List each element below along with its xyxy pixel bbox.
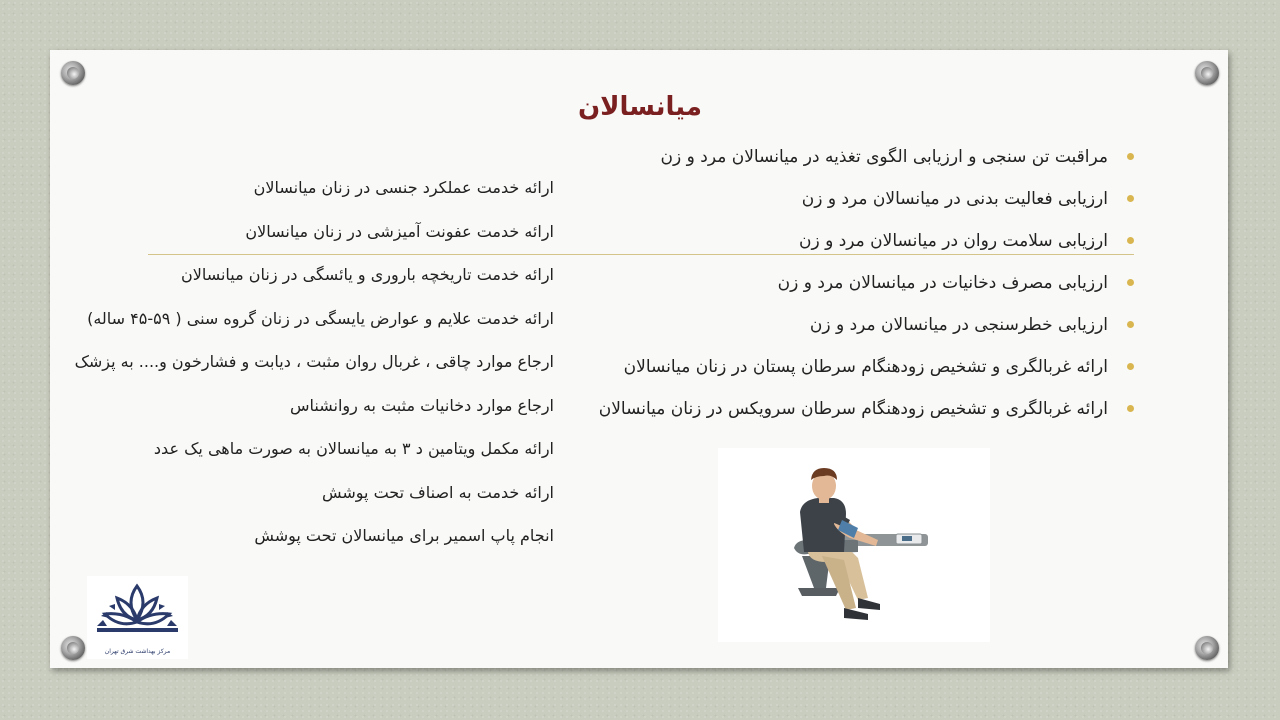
list-item: ارائه خدمت عملکرد جنسی در زنان میانسالان bbox=[253, 178, 554, 197]
list-item: ارائه غربالگری و تشخیص زودهنگام سرطان پستان در زنان میانسالان bbox=[560, 346, 1138, 388]
list-item: ارائه خدمت تاریخچه باروری و یائسگی در زنان میانسالان bbox=[180, 265, 554, 284]
list-item: ارائه خدمت علایم و عوارض یایسگی در زنان گروه سنی ( ۵۹-۴۵ ساله) bbox=[87, 308, 554, 328]
blood-pressure-icon bbox=[718, 448, 990, 642]
list-item: ارزیابی سلامت روان در میانسالان مرد و زن bbox=[560, 220, 1138, 262]
health-center-logo bbox=[87, 576, 188, 659]
rivet-icon-top-left bbox=[61, 61, 85, 85]
list-item: ارجاع موارد دخانیات مثبت به روانشناس bbox=[290, 395, 554, 415]
list-item: انجام پاپ اسمیر برای میانسالان تحت پوشش bbox=[254, 526, 554, 545]
slide-title: میانسالان bbox=[577, 92, 702, 122]
rivet-icon-bottom-right bbox=[1195, 636, 1219, 660]
list-item: ارائه غربالگری و تشخیص زودهنگام سرطان سرویکس در زنان میانسالان bbox=[560, 388, 1138, 430]
list-item: ارزیابی خطرسنجی در میانسالان مرد و زن bbox=[560, 304, 1138, 346]
list-item: ارزیابی مصرف دخانیات در میانسالان مرد و زن bbox=[560, 262, 1138, 304]
list-item: مراقبت تن سنجی و ارزیابی الگوی تغذیه در میانسالان مرد و زن bbox=[560, 136, 1138, 178]
list-item: ارزیابی فعالیت بدنی در میانسالان مرد و زن bbox=[560, 178, 1138, 220]
list-item: ارائه خدمت عفونت آمیزشی در زنان میانسالان bbox=[245, 221, 554, 241]
list-item: ارجاع موارد چاقی ، غربال روان مثبت ، دیابت و فشارخون و.... به پزشک bbox=[74, 352, 554, 371]
logo-caption: مرکز بهداشت شرق تهران bbox=[104, 648, 171, 655]
list-item: ارائه خدمت به اصناف تحت پوشش bbox=[321, 482, 554, 502]
right-bullet-list bbox=[560, 136, 1138, 430]
left-text-list bbox=[60, 166, 554, 558]
list-item: ارائه مکمل ویتامین د ۳ به میانسالان به صورت ماهی یک عدد bbox=[153, 439, 554, 458]
rivet-icon-bottom-left bbox=[61, 636, 85, 660]
blood-pressure-illustration bbox=[718, 448, 990, 642]
health-center-logo-icon bbox=[87, 576, 188, 646]
rivet-icon-top-right bbox=[1195, 61, 1219, 85]
